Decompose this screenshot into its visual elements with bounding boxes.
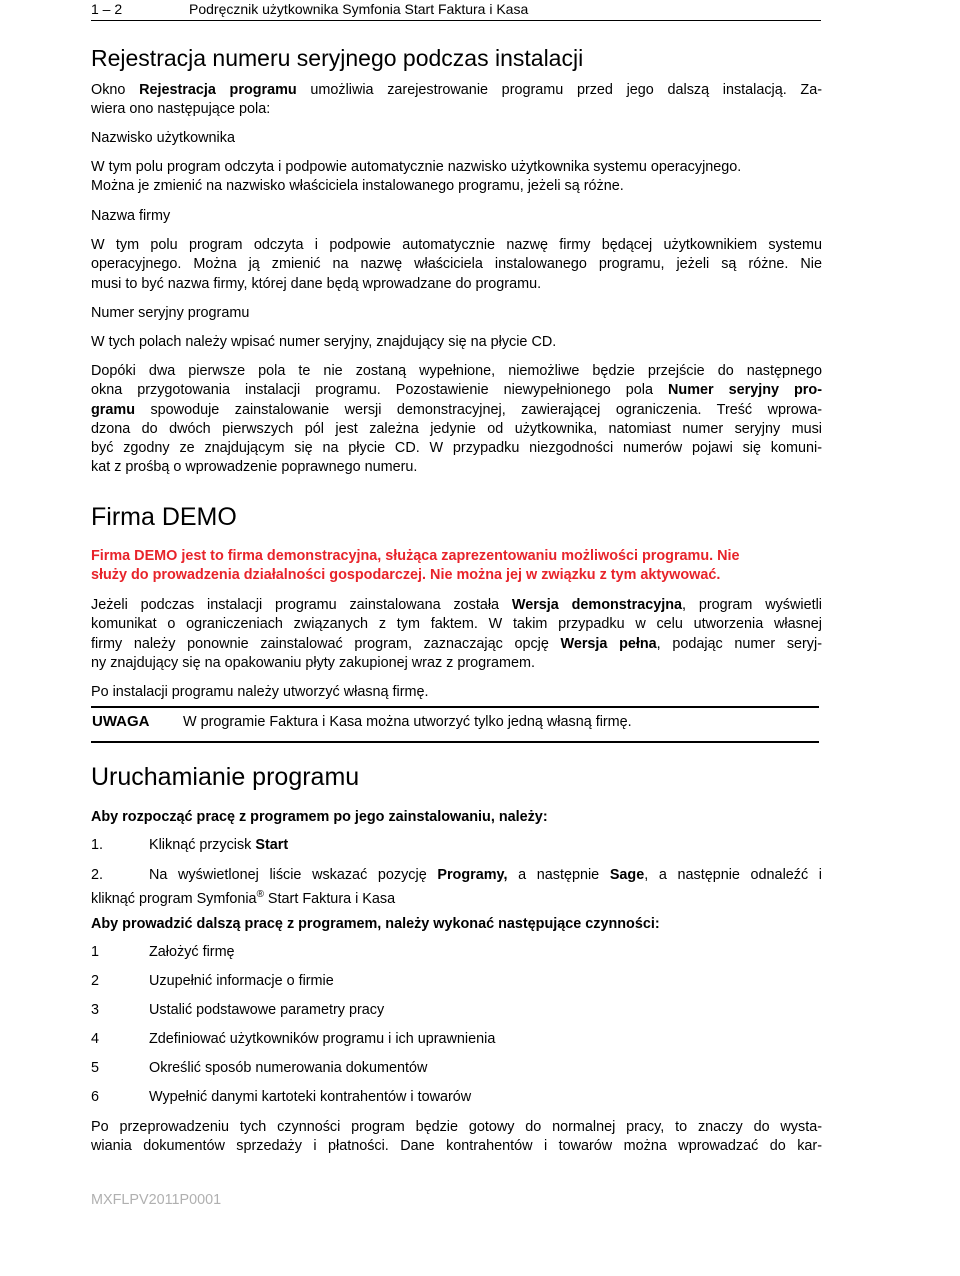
note-text: W programie Faktura i Kasa można utworzyć tylko jedną własną firmę.: [183, 714, 632, 730]
field-description-company: W tym polu program odczyta i podpowie automatycznie nazwę firmy będącej użytkownikiem systemu operacyjnego. Można ją zmienić na nazwę właściciela instalowanego programu, jeżeli są różne. Nie musi to być nazwa firmy, której dane będą wprowadzane do programu.: [91, 237, 822, 292]
demo-warning: Firma DEMO jest to firma demonstracyjna, służąca zaprezentowaniu możliwości programu. Nie służy do prowadzenia działalności gospodarczej. Nie można jej w związku z tym aktywować.: [91, 548, 740, 584]
tasks-lead: Aby prowadzić dalszą pracę z programem, należy wykonać następujące czynności:: [91, 916, 660, 932]
list-item: 1. Kliknąć przycisk Start: [91, 837, 289, 853]
footer-code: MXFLPV2011P0001: [91, 1192, 222, 1208]
running-title: Podręcznik użytkownika Symfonia Start Faktura i Kasa: [189, 1, 529, 17]
field-label-serial: Numer seryjny programu: [91, 305, 250, 321]
list-item: 1 Założyć firmę: [91, 944, 235, 960]
page-number: 1 – 2: [91, 1, 123, 17]
list-item: 2. Na wyświetlonej liście wskazać pozycję Programy, a następnie Sage, a następnie odnaleźć i kliknąć program Symfonia® Start Faktura i Kasa: [91, 867, 822, 908]
demo-paragraph: Jeżeli podczas instalacji programu zainstalowana została Wersja demonstracyjna, program wyświetli komunikat o ograniczeniach związanych z tym faktem. W takim przypadku w celu utworzenia własnej firmy należy ponownie zainstalować program, zaznaczając opcję Wersja pełna, podając numer seryj- ny znajdujący się na opakowaniu płyty zakupionej wraz z programem.: [91, 597, 822, 671]
note-label: UWAGA: [92, 713, 150, 730]
section-title-registration: Rejestracja numeru seryjnego podczas instalacji: [91, 45, 584, 71]
field-label-company: Nazwa firmy: [91, 208, 171, 224]
list-item: 3 Ustalić podstawowe parametry pracy: [91, 1002, 385, 1018]
start-lead: Aby rozpocząć pracę z programem po jego zainstalowaniu, należy:: [91, 809, 548, 825]
create-company-note: Po instalacji programu należy utworzyć własną firmę.: [91, 684, 429, 700]
field-description-serial: W tych polach należy wpisać numer seryjny, znajdujący się na płycie CD.: [91, 334, 557, 350]
list-item: 2 Uzupełnić informacje o firmie: [91, 973, 334, 989]
serial-paragraph: Dopóki dwa pierwsze pola te nie zostaną wypełnione, niemożliwe będzie przejście do następnego okna przygotowania instalacji programu. Pozostawienie niewypełnionego pola Numer seryjny pro- gramu spowoduje zainstalowanie wersji demonstracyjnej, zawierającej ograniczenia. Treść wprowa- dzona do dwóch pierwszych pól jest zależna jedynie od użytkownika, natomiast numer seryjny musi być zgodny ze znajdującym się na płycie CD. W przypadku niezgodności numerów pojawi się komuni- kat z prośbą o wprowadzenie poprawnego numeru.: [91, 363, 822, 476]
list-item: 4 Zdefiniować użytkowników programu i ich uprawnienia: [91, 1031, 496, 1047]
field-description-username: W tym polu program odczyta i podpowie automatycznie nazwisko użytkownika systemu operacyjnego. Można je zmienić na nazwisko właściciela instalowanego programu, jeżeli są różne.: [91, 159, 742, 195]
list-item: 6 Wypełnić danymi kartoteki kontrahentów i towarów: [91, 1089, 472, 1105]
closing-paragraph: Po przeprowadzeniu tych czynności program będzie gotowy do normalnej pracy, to znaczy do wysta- wiania dokumentów sprzedaży i płatności. Dane kontrahentów i towarów można wprowadzać do kar-: [91, 1119, 822, 1155]
list-item: 5 Określić sposób numerowania dokumentów: [91, 1060, 428, 1076]
note-bottom-rule: [91, 741, 819, 743]
intro-paragraph: Okno Rejestracja programu umożliwia zarejestrowanie programu przed jego dalszą instalacją. Za- wiera ono następujące pola:: [91, 82, 822, 118]
field-label-username: Nazwisko użytkownika: [91, 130, 235, 146]
section-title-start: Uruchamianie programu: [91, 763, 360, 791]
note-top-rule: [91, 706, 819, 708]
page-header: [91, 0, 821, 21]
section-title-demo: Firma DEMO: [91, 503, 237, 531]
